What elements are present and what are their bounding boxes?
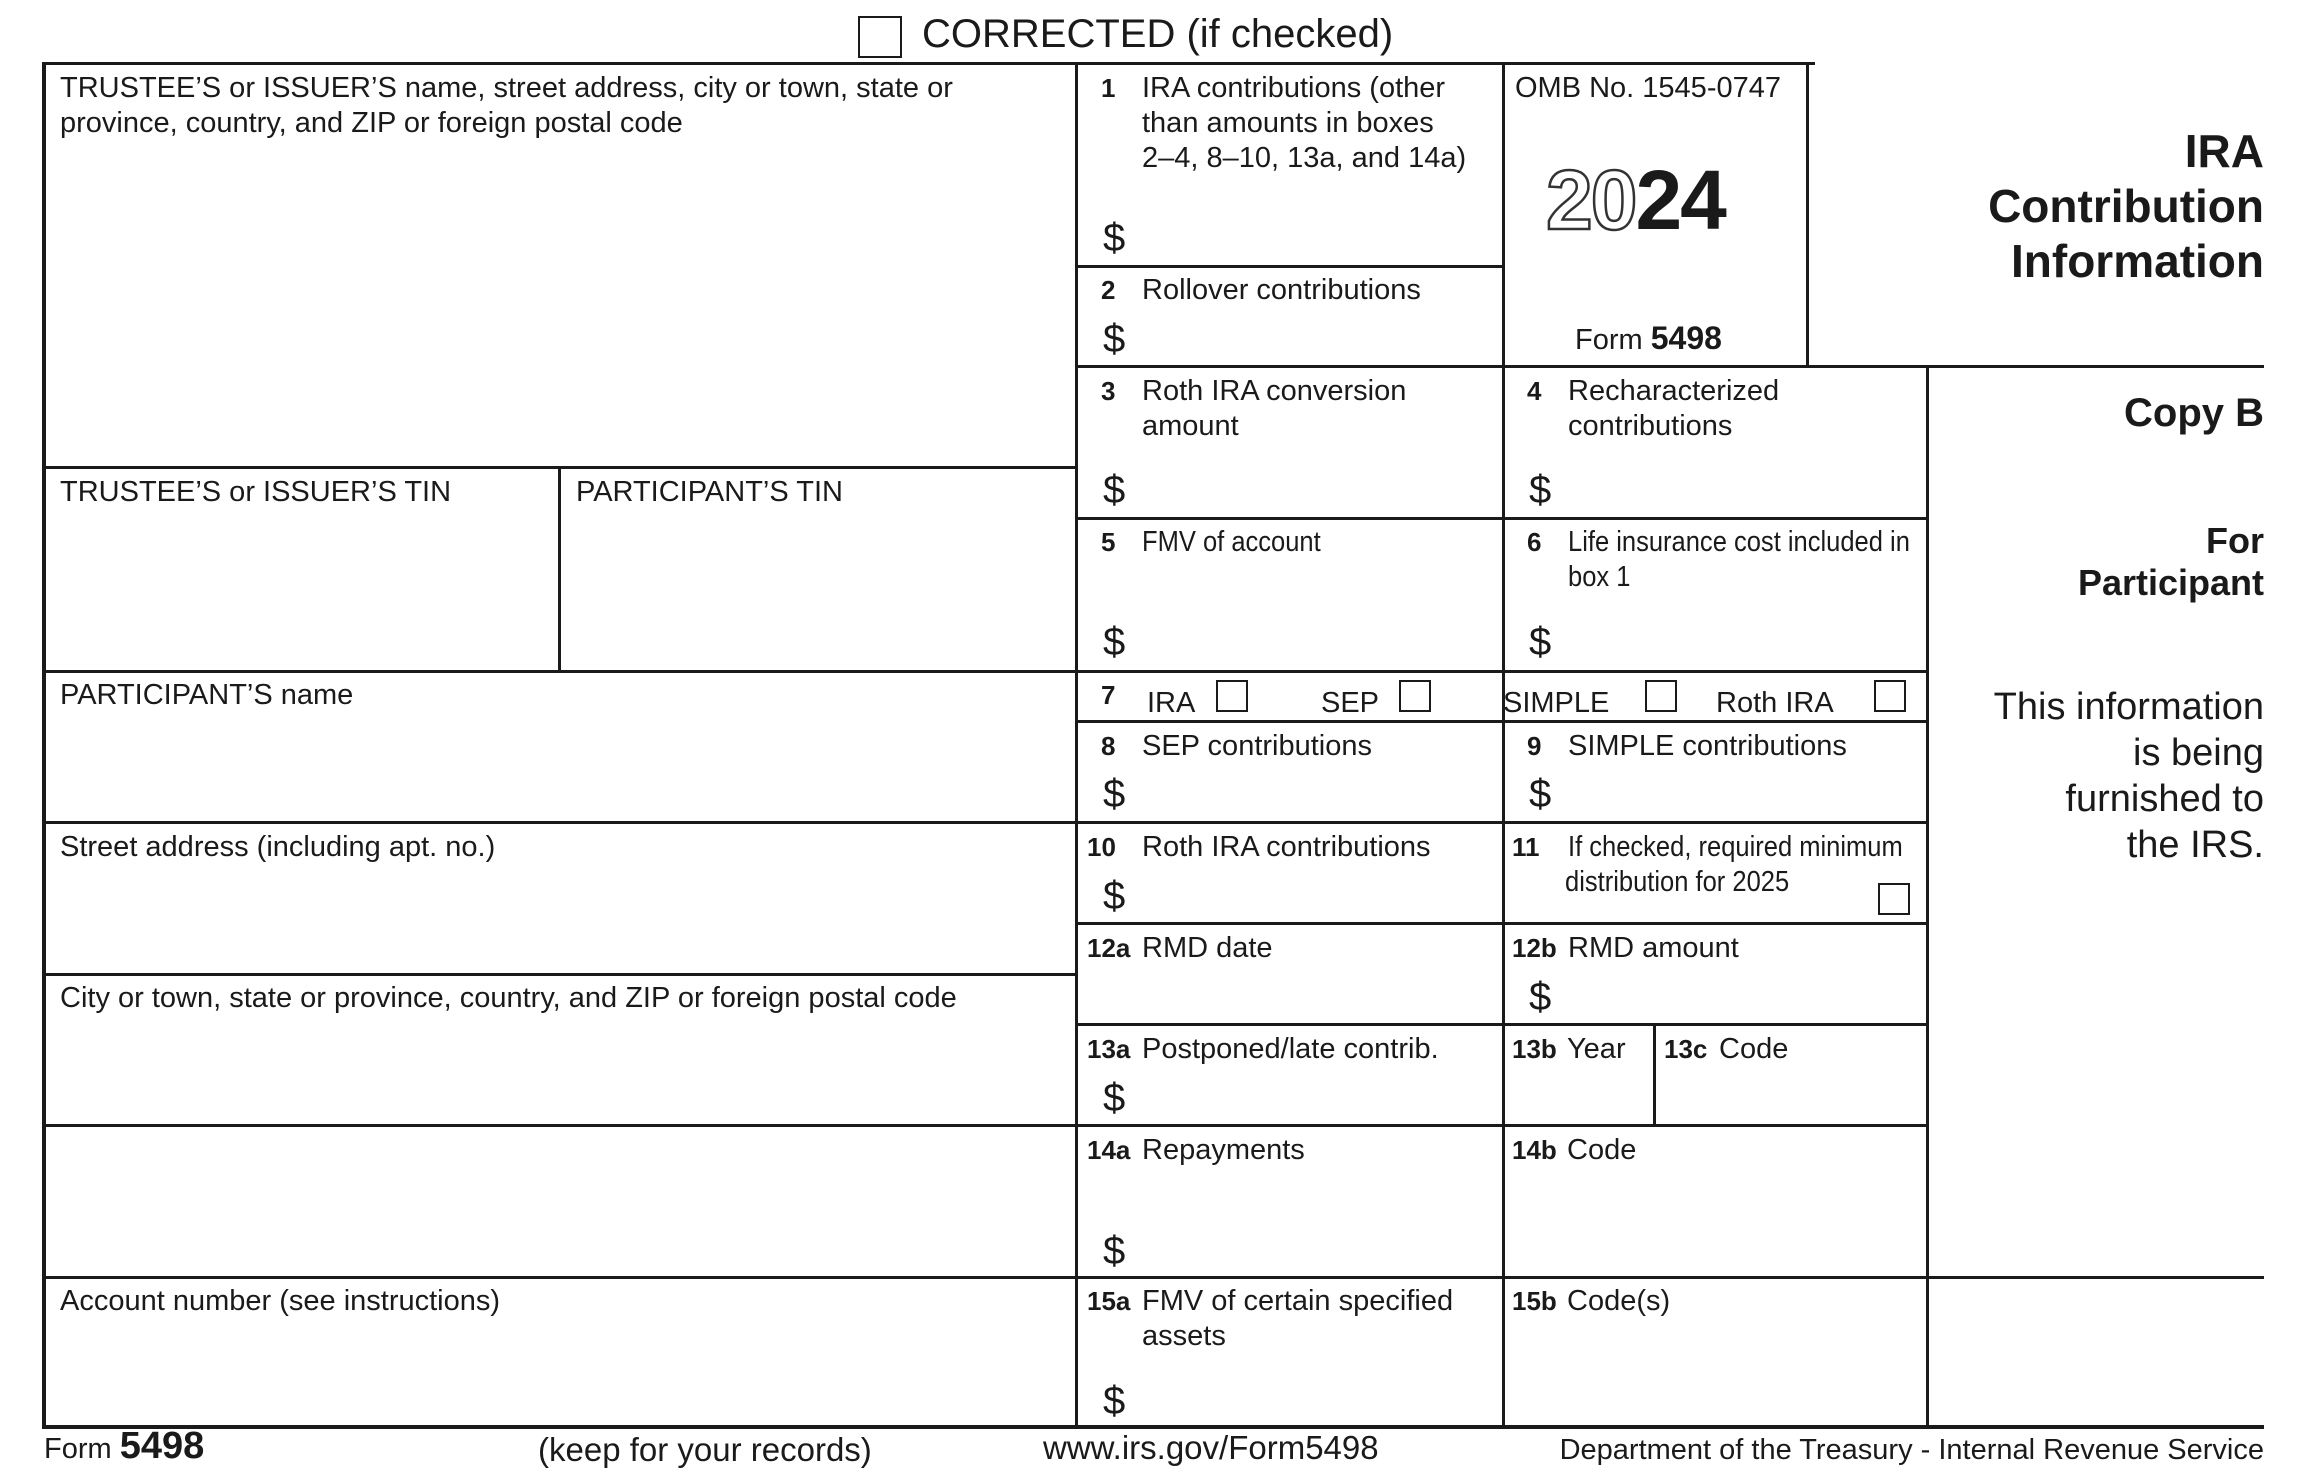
box-13c-label: Code — [1719, 1033, 1789, 1065]
box-14a-field[interactable] — [1130, 1170, 1500, 1273]
trustee-address-label-2: province, country, and ZIP or foreign postal code — [60, 107, 683, 139]
box-13a-number: 13a — [1087, 1034, 1131, 1064]
box-11-label-2 — [1565, 864, 1820, 900]
box-7-ira-checkbox[interactable] — [1216, 680, 1248, 712]
box-13b-field[interactable] — [1507, 1068, 1650, 1121]
box-7-sep-checkbox[interactable] — [1399, 680, 1431, 712]
box-13b-label: Year — [1567, 1033, 1626, 1065]
box-13b-number: 13b — [1512, 1034, 1557, 1064]
box-15a-dollar: $ — [1103, 1379, 1126, 1423]
omb-form-number: 5498 — [1650, 320, 1722, 356]
tax-year-bold: 24 — [1635, 153, 1725, 247]
box-5-label-text: FMV of account — [1142, 526, 1321, 558]
info-line-3: furnished to — [2065, 778, 2264, 820]
box-11-label-1-text: If checked, required minimum — [1568, 831, 1903, 863]
box-2-number: 2 — [1101, 275, 1116, 305]
box-11-number: 11 — [1512, 832, 1540, 862]
box-10-dollar: $ — [1103, 874, 1126, 918]
box-13a-field[interactable] — [1130, 1068, 1500, 1121]
box-14a-label: Repayments — [1142, 1134, 1305, 1166]
omb-form-label — [1575, 320, 1722, 358]
box-15b-number: 15b — [1512, 1286, 1557, 1316]
box-2-dollar: $ — [1103, 317, 1126, 361]
box-12a-label: RMD date — [1142, 932, 1273, 964]
box-15b-field[interactable] — [1507, 1322, 1924, 1422]
tax-year — [1546, 150, 1725, 250]
line-row-7 — [1075, 670, 1929, 673]
box-15a-label-1: FMV of certain specified — [1142, 1285, 1454, 1317]
box-4-number: 4 — [1527, 376, 1542, 406]
box-14a-number: 14a — [1087, 1135, 1131, 1165]
footer-url[interactable]: www.irs.gov/Form5498 — [1043, 1429, 1379, 1466]
divider-tins — [558, 468, 561, 672]
box-7-number: 7 — [1101, 680, 1116, 710]
corrected-label: CORRECTED (if checked) — [922, 12, 1394, 56]
box-7-simple-checkbox[interactable] — [1645, 680, 1677, 712]
left-border — [42, 62, 46, 1428]
form-title-line-1: IRA — [2184, 125, 2264, 177]
account-number-label: Account number (see instructions) — [60, 1285, 501, 1317]
form-title-line-3: Information — [2011, 235, 2264, 287]
box-14b-number: 14b — [1512, 1135, 1557, 1165]
footer-department: Department of the Treasury - Internal Revenue Service — [1559, 1434, 2264, 1466]
box-3-field[interactable] — [1130, 460, 1500, 514]
info-statement — [1940, 684, 2264, 868]
box-11-checkbox[interactable] — [1878, 883, 1910, 915]
box-12b-number: 12b — [1512, 933, 1557, 963]
box-7-ira-label: IRA — [1147, 687, 1196, 719]
omb-form-prefix: Form — [1575, 324, 1643, 356]
line-row-3 — [1075, 365, 2264, 368]
box-13a-dollar: $ — [1103, 1076, 1126, 1120]
participant-label: Participant — [2077, 562, 2264, 603]
corrected-checkbox[interactable] — [858, 16, 902, 58]
box-12b-label: RMD amount — [1568, 932, 1739, 964]
box-1-label-1: IRA contributions (other — [1142, 72, 1446, 104]
box-9-number: 9 — [1527, 731, 1542, 761]
box-2-field[interactable] — [1130, 312, 1500, 362]
line-left-5 — [42, 1124, 1077, 1127]
box-15a-number: 15a — [1087, 1286, 1131, 1316]
form-title — [1830, 124, 2264, 289]
line-left-1 — [42, 466, 1077, 469]
blank-field[interactable] — [48, 1130, 1072, 1273]
box-6-dollar: $ — [1529, 620, 1552, 664]
line-left-3 — [42, 821, 1077, 824]
box-1-label-3: 2–4, 8–10, 13a, and 14a) — [1142, 142, 1467, 174]
box-6-label-2-text: box 1 — [1568, 561, 1631, 593]
box-8-label: SEP contributions — [1142, 730, 1372, 762]
box-8-number: 8 — [1101, 731, 1116, 761]
city-label: City or town, state or province, country, and ZIP or foreign postal code — [60, 982, 957, 1014]
box-7-simple-label: SIMPLE — [1503, 687, 1610, 719]
box-15a-label-2: assets — [1142, 1320, 1226, 1352]
box-12b-dollar: $ — [1529, 975, 1552, 1019]
trustee-address-field[interactable] — [48, 145, 1072, 463]
line-row-14 — [1075, 1124, 1929, 1127]
box-5-number: 5 — [1101, 527, 1116, 557]
line-b1-b2 — [1075, 265, 1505, 268]
info-line-4: the IRS. — [2126, 824, 2264, 866]
line-row-10 — [1075, 821, 1929, 824]
footer-form-prefix: Form — [44, 1433, 112, 1465]
box-14a-dollar: $ — [1103, 1229, 1126, 1273]
box-4-field[interactable] — [1556, 460, 1924, 514]
box-4-label-2: contributions — [1568, 410, 1733, 442]
for-participant — [1940, 520, 2264, 604]
footer-form-label — [44, 1426, 204, 1469]
box-3-label-1: Roth IRA conversion — [1142, 375, 1407, 407]
box-10-field[interactable] — [1130, 868, 1500, 919]
line-row-12 — [1075, 922, 1929, 925]
box-11-label-2-text: distribution for 2025 — [1565, 866, 1790, 898]
box-1-dollar: $ — [1103, 216, 1126, 260]
box-6-label-1 — [1568, 524, 1957, 560]
box-14b-field[interactable] — [1507, 1170, 1924, 1273]
for-label: For — [2206, 520, 2264, 561]
box-3-label-2: amount — [1142, 410, 1239, 442]
omb-number: OMB No. 1545-0747 — [1515, 72, 1781, 104]
box-12a-number: 12a — [1087, 933, 1131, 963]
box-5-label — [1142, 524, 1345, 560]
line-left-4 — [42, 973, 1077, 976]
box-13c-number: 13c — [1664, 1034, 1708, 1064]
line-left-2 — [42, 670, 1077, 673]
divider-13b-13c — [1653, 1023, 1656, 1126]
box-2-label: Rollover contributions — [1142, 274, 1421, 306]
box-1-label-2: than amounts in boxes — [1142, 107, 1434, 139]
participant-name-field[interactable] — [48, 716, 1072, 818]
box-9-field[interactable] — [1556, 766, 1924, 818]
box-6-label-2 — [1568, 559, 1639, 595]
box-1-number: 1 — [1101, 73, 1116, 103]
divider-omb-right — [1806, 62, 1809, 367]
account-number-field[interactable] — [48, 1322, 1072, 1422]
line-left-6 — [42, 1276, 1077, 1279]
street-address-label: Street address (including apt. no.) — [60, 831, 496, 863]
participant-name-label: PARTICIPANT’S name — [60, 679, 354, 711]
box-11-label-1 — [1568, 829, 1948, 865]
box-15b-label: Code(s) — [1567, 1285, 1671, 1317]
box-9-label: SIMPLE contributions — [1568, 730, 1847, 762]
box-13c-field[interactable] — [1659, 1068, 1924, 1121]
participant-tin-field[interactable] — [564, 512, 1072, 667]
box-4-dollar: $ — [1529, 468, 1552, 512]
form-title-line-2: Contribution — [1988, 180, 2264, 232]
box-14b-label: Code — [1567, 1134, 1637, 1166]
city-field[interactable] — [48, 1019, 1072, 1121]
box-10-label: Roth IRA contributions — [1142, 831, 1431, 863]
top-border-left — [42, 62, 1815, 65]
box-15a-field[interactable] — [1130, 1360, 1500, 1422]
copy-b-label: Copy B — [2124, 391, 2264, 435]
box-10-number: 10 — [1087, 832, 1116, 862]
box-5-dollar: $ — [1103, 620, 1126, 664]
box-8-dollar: $ — [1103, 772, 1126, 816]
info-line-1: This information — [1993, 686, 2264, 728]
box-4-label-1: Recharacterized — [1568, 375, 1780, 407]
box-6-number: 6 — [1527, 527, 1542, 557]
box-6-field[interactable] — [1556, 600, 1924, 666]
trustee-address-label-1: TRUSTEE’S or ISSUER’S name, street address, city or town, state or — [60, 72, 953, 104]
box-6-label-1-text: Life insurance cost included in — [1568, 526, 1910, 558]
box-8-field[interactable] — [1130, 766, 1500, 818]
footer-form-number: 5498 — [119, 1425, 205, 1467]
footer-keep: (keep for your records) — [538, 1431, 872, 1468]
line-row-5 — [1075, 517, 1929, 520]
box-3-dollar: $ — [1103, 468, 1126, 512]
box-7-roth-label: Roth IRA — [1716, 687, 1834, 719]
info-line-2: is being — [2133, 732, 2264, 774]
tax-year-light: 20 — [1546, 153, 1636, 247]
participant-tin-label: PARTICIPANT’S TIN — [576, 476, 843, 508]
trustee-tin-label: TRUSTEE’S or ISSUER’S TIN — [60, 476, 452, 508]
line-row-13 — [1075, 1023, 1929, 1026]
box-9-dollar: $ — [1529, 772, 1552, 816]
box-12b-field[interactable] — [1556, 966, 1924, 1020]
box-3-number: 3 — [1101, 376, 1116, 406]
line-row-15 — [1075, 1276, 2264, 1279]
trustee-tin-field[interactable] — [48, 512, 554, 667]
box-5-field[interactable] — [1130, 600, 1500, 666]
box-7-roth-checkbox[interactable] — [1874, 680, 1906, 712]
box-12a-field[interactable] — [1080, 966, 1500, 1020]
box-1-field[interactable] — [1130, 212, 1500, 262]
street-address-field[interactable] — [48, 868, 1072, 970]
box-13a-label: Postponed/late contrib. — [1142, 1033, 1439, 1065]
box-7-sep-label: SEP — [1321, 687, 1380, 719]
